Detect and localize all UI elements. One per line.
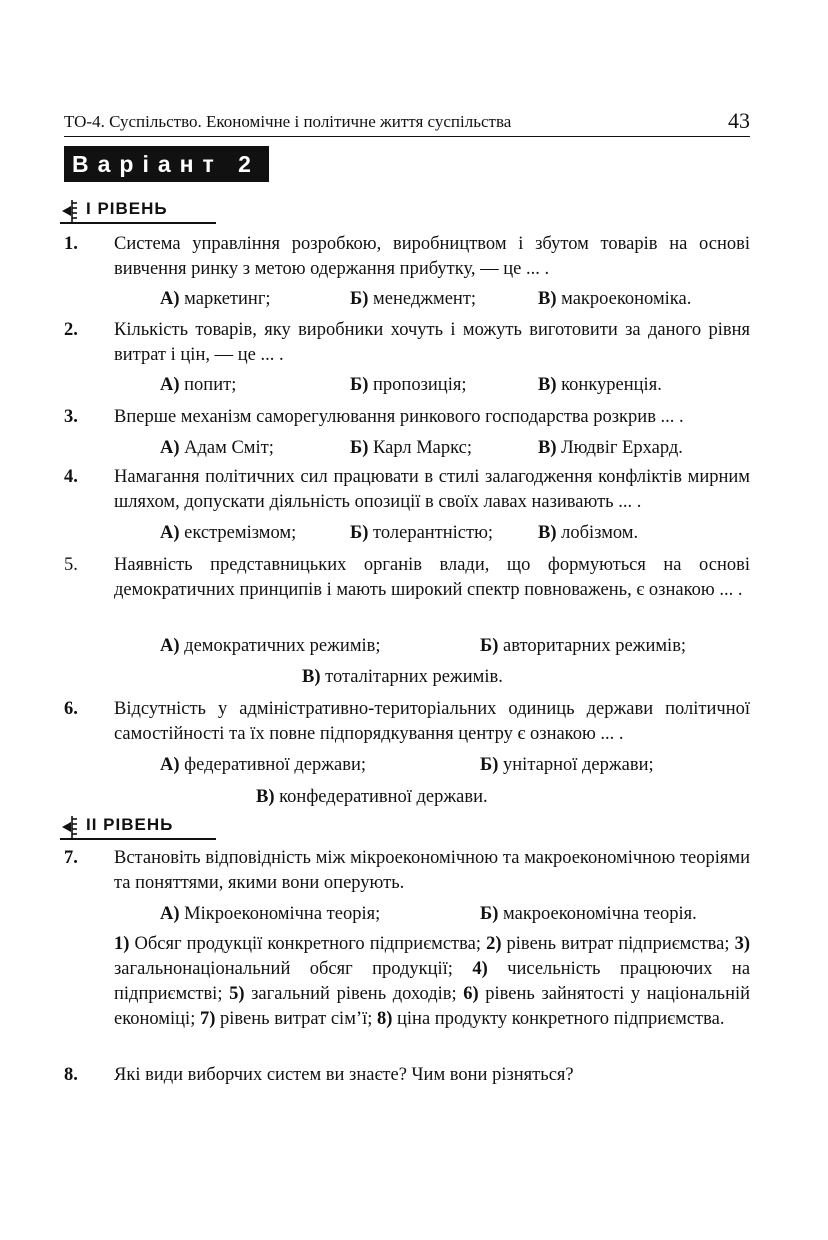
question-number: 8. bbox=[64, 1065, 78, 1085]
question-7 bbox=[64, 846, 750, 896]
question-text: Встановіть відповідність між мікроекономічною та макроекономічною теоріями та поняттями, якими вони оперують. bbox=[114, 848, 750, 893]
option-c: В) конфедеративної держави. bbox=[256, 787, 488, 807]
option-a: А) маркетинг; bbox=[160, 289, 271, 309]
option-b: Б) авторитарних режимів; bbox=[480, 636, 687, 656]
option-c: В) конкуренція. bbox=[538, 375, 662, 395]
option-c: В) макроекономіка. bbox=[538, 289, 692, 309]
option-a: А) екстремізмом; bbox=[160, 523, 297, 543]
concept-item: 8) ціна продукту конкретного підприємства. bbox=[376, 1009, 725, 1029]
concept-item: 4) чисельність працюючих на підприємстві; bbox=[114, 959, 751, 1004]
concept-item: 1) Обсяг продукції конкретного підприємства; bbox=[114, 934, 481, 954]
question-3 bbox=[64, 405, 750, 430]
question-text: Вперше механізм саморегулювання ринкового господарства розкрив ... . bbox=[114, 407, 684, 427]
question-number: 1. bbox=[64, 234, 78, 254]
option-b: Б) унітарної держави; bbox=[480, 755, 654, 775]
concept-item: 7) рівень витрат сім’ї; bbox=[199, 1009, 373, 1029]
question-text: Відсутність у адміністративно-територіальних одиниць держави політичної самостійності та їх повне підпорядкування центру є ознакою ... . bbox=[114, 699, 750, 744]
question-4 bbox=[64, 465, 750, 515]
option-a: А) Адам Сміт; bbox=[160, 438, 274, 458]
variant-heading: Варіант 2 bbox=[64, 146, 269, 182]
question-number: 3. bbox=[64, 407, 78, 427]
concept-item: 3) загальнонаціональний обсяг продукції; bbox=[114, 934, 751, 979]
question-number: 5. bbox=[64, 555, 78, 575]
question-text: Які види виборчих систем ви знаєте? Чим вони різняться? bbox=[114, 1065, 574, 1085]
concept-item: 5) загальний рівень доходів; bbox=[229, 984, 457, 1004]
option-b: Б) толерантністю; bbox=[350, 523, 494, 543]
concept-list bbox=[64, 932, 750, 1032]
question-text: Система управління розробкою, виробництвом і збутом товарів на основі вивчення ринку з метою одержання прибутку, — це ... . bbox=[114, 234, 750, 279]
option-c: В) лобізмом. bbox=[538, 523, 639, 543]
question-2 bbox=[64, 318, 750, 368]
running-header bbox=[64, 110, 750, 137]
question-text: Намагання політичних сил працювати в стилі залагодження конфліктів мирним шляхом, допускати діяльність опозиції в своїх лавах називають ... . bbox=[114, 467, 750, 512]
option-b: Б) менеджмент; bbox=[350, 289, 477, 309]
option-c: В) тоталітарних режимів. bbox=[302, 667, 503, 687]
ladder-arrow-icon bbox=[60, 198, 82, 224]
question-1 bbox=[64, 232, 750, 282]
option-a: А) Мікроекономічна теорія; bbox=[160, 904, 381, 924]
option-c: В) Людвіг Ерхард. bbox=[538, 438, 683, 458]
level-2-label: ІІ РІВЕНЬ bbox=[86, 815, 174, 834]
level-2-heading bbox=[60, 814, 216, 840]
question-5 bbox=[64, 553, 750, 603]
question-text: Наявність представницьких органів влади, що формуються на основі демократичних принципів і мають широкий спектр повноважень, є ознакою ... . bbox=[114, 555, 750, 600]
question-6 bbox=[64, 697, 750, 747]
question-number: 4. bbox=[64, 467, 78, 487]
option-a: А) федеративної держави; bbox=[160, 755, 366, 775]
level-1-heading bbox=[60, 198, 216, 224]
concept-item: 6) рівень зайнятості у національній економіці; bbox=[114, 984, 751, 1029]
level-1-label: І РІВЕНЬ bbox=[86, 199, 168, 218]
concept-item: 2) рівень витрат підприємства; bbox=[486, 934, 730, 954]
page-number: 43 bbox=[728, 108, 750, 133]
option-a: А) попит; bbox=[160, 375, 237, 395]
option-b: Б) макроекономічна теорія. bbox=[480, 904, 697, 924]
header-title: ТО-4. Суспільство. Економічне і політичне життя суспільства bbox=[64, 112, 512, 131]
question-8 bbox=[64, 1063, 750, 1088]
option-a: А) демократичних режимів; bbox=[160, 636, 381, 656]
question-text: Кількість товарів, яку виробники хочуть і можуть виготовити за даного рівня витрат і цін, — це ... . bbox=[114, 320, 750, 365]
ladder-arrow-icon bbox=[60, 814, 82, 840]
question-number: 6. bbox=[64, 699, 78, 719]
option-b: Б) пропозиція; bbox=[350, 375, 467, 395]
question-number: 7. bbox=[64, 848, 78, 868]
option-b: Б) Карл Маркс; bbox=[350, 438, 472, 458]
question-number: 2. bbox=[64, 320, 78, 340]
